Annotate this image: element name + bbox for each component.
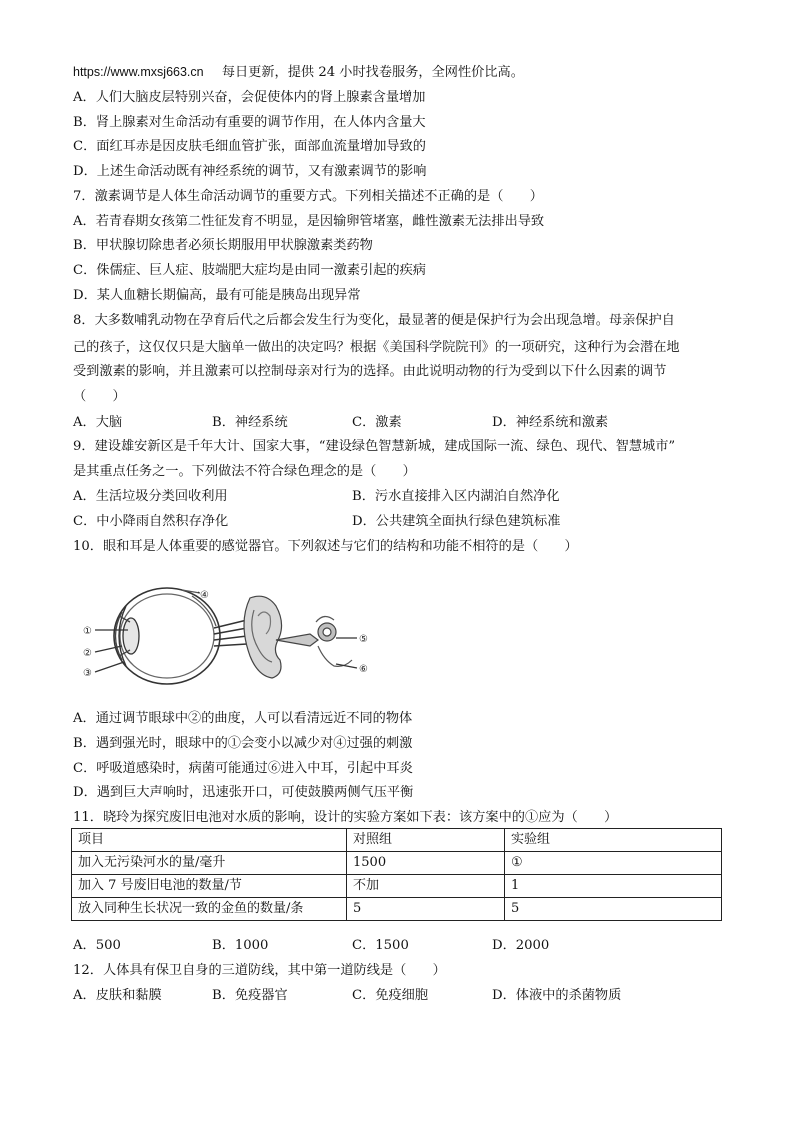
q10-option-a: A．通过调节眼球中②的曲度，人可以看清远近不同的物体 [73,711,413,726]
eye-ear-figure [72,568,377,696]
table-header-cell: 实验组 [505,829,722,852]
q8-stem-line-1: 8．大多数哺乳动物在孕育后代之后都会发生行为变化，最显著的便是保护行为会出现急增。母亲保护自 [73,313,675,328]
q10-option-d: D．遇到巨大声响时，迅速张开口，可使鼓膜两侧气压平衡 [73,785,414,800]
eye-label-4: ④ [200,590,209,601]
table-row [72,875,722,898]
q9-stem-line-1: 9．建设雄安新区是千年大计、国家大事，“建设绿色智慧新城，建成国际一流、绿色、现代、智慧城市” [73,439,676,454]
eye-label-2: ② [83,648,92,659]
table-cell: 加入 7 号废旧电池的数量/节 [72,875,347,898]
q9-option-b: B．污水直接排入区内湖泊自然净化 [352,489,560,504]
q8-option-b: B．神经系统 [212,415,288,430]
q11-option-d: D．2000 [492,938,550,953]
table-cell: 5 [347,898,505,921]
q9-option-d: D．公共建筑全面执行绿色建筑标准 [352,514,561,529]
q9-option-c: C．中小降雨自然积存净化 [73,514,229,529]
q7-option-b: B．甲状腺切除患者必须长期服用甲状腺激素类药物 [73,238,373,253]
header-url[interactable]: https://www.mxsj663.cn [73,65,204,79]
table-cell: 放入同种生长状况一致的金鱼的数量/条 [72,898,347,921]
q8-option-d: D．神经系统和激素 [492,415,609,430]
table-header-row [72,829,722,852]
q7-option-a: A．若青春期女孩第二性征发育不明显，是因输卵管堵塞，雌性激素无法排出导致 [73,214,545,229]
q12-option-c: C．免疫细胞 [352,988,429,1003]
table-header-cell: 项目 [72,829,347,852]
q12-stem: 12．人体具有保卫自身的三道防线，其中第一道防线是（ ） [73,963,446,978]
q9-stem-line-2: 是其重点任务之一。下列做法不符合绿色理念的是（ ） [73,464,416,479]
q8-option-a: A．大脑 [73,415,123,430]
q6-option-c: C．面红耳赤是因皮肤毛细血管扩张，面部血流量增加导致的 [73,139,426,154]
ear-label-6: ⑥ [359,664,368,675]
table-header-cell: 对照组 [347,829,505,852]
q6-option-a: A．人们大脑皮层特别兴奋，会促使体内的肾上腺素含量增加 [73,90,426,105]
q7-option-c: C．侏儒症、巨人症、肢端肥大症均是由同一激素引起的疾病 [73,263,426,278]
q11-option-a: A．500 [73,938,121,953]
table-cell: ① [505,852,722,875]
table-cell: 1 [505,875,722,898]
q11-option-c: C．1500 [352,938,409,953]
ear-diagram [244,596,357,678]
q12-option-d: D．体液中的杀菌物质 [492,988,622,1003]
experiment-table [71,828,722,921]
q12-option-b: B．免疫器官 [212,988,288,1003]
eye-label-1: ① [83,626,92,637]
q7-stem: 7．激素调节是人体生命活动调节的重要方式。下列相关描述不正确的是（ ） [73,189,543,204]
eye-ear-diagram [72,568,377,696]
q8-stem-line-2: 己的孩子，这仅仅只是大脑单一做出的决定吗？根据《美国科学院院刊》的一项研究，这种行为会潜在地 [73,340,680,355]
eye-diagram [95,588,247,684]
header-slogan: 每日更新，提供 24 小时找卷服务，全网性价比高。 [221,65,524,80]
q8-option-c: C．激素 [352,415,402,430]
q10-stem: 10．眼和耳是人体重要的感觉器官。下列叙述与它们的结构和功能不相符的是（ ） [73,539,578,554]
table-cell: 不加 [347,875,505,898]
q8-stem-line-3: 受到激素的影响，并且激素可以控制母亲对行为的选择。由此说明动物的行为受到以下什么因素的调节 [73,364,667,379]
q12-option-a: A．皮肤和黏膜 [73,988,162,1003]
q6-option-b: B．肾上腺素对生命活动有重要的调节作用，在人体内含量大 [73,115,426,130]
q6-option-d: D．上述生命活动既有神经系统的调节，又有激素调节的影响 [73,164,427,179]
q10-option-b: B．遇到强光时，眼球中的①会变小以减少对④过强的刺激 [73,736,413,751]
ear-label-5: ⑤ [359,634,368,645]
eye-label-3: ③ [83,668,92,679]
q9-option-a: A．生活垃圾分类回收利用 [73,489,228,504]
q11-option-b: B．1000 [212,938,269,953]
q7-option-d: D．某人血糖长期偏高，最有可能是胰岛出现异常 [73,288,361,303]
table-cell: 1500 [347,852,505,875]
q10-option-c: C．呼吸道感染时，病菌可能通过⑥进入中耳，引起中耳炎 [73,761,413,776]
page-header [73,63,524,82]
table-cell: 加入无污染河水的量/毫升 [72,852,347,875]
table-row [72,898,722,921]
table-cell: 5 [505,898,722,921]
table-row [72,852,722,875]
q11-stem: 11．晓玲为探究废旧电池对水质的影响，设计的实验方案如下表：该方案中的①应为（ ） [73,810,618,825]
q8-stem-line-4: （ ） [73,389,126,404]
